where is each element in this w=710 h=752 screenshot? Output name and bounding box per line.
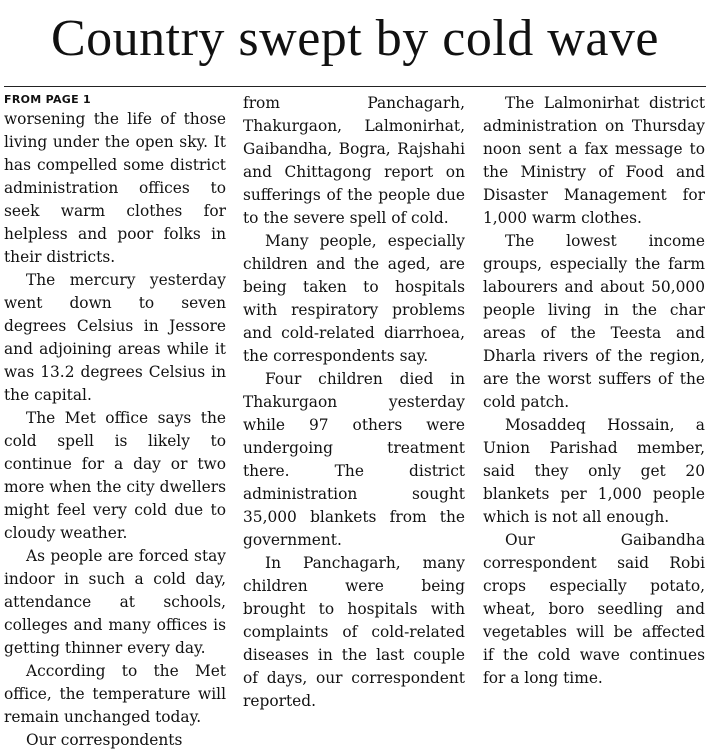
column-2	[243, 92, 465, 713]
paragraph: Our Gaibandha correspondent said Robi crops especially potato, wheat, boro seedling and vegetables will be affected if the cold wave continues for a long time.	[483, 531, 705, 687]
paragraph: from Panchagarh, Thakurgaon, Lalmonirhat, Gaibandha, Bogra, Rajshahi and Chittagong report on sufferings of the people due to the severe spell of cold.	[243, 94, 465, 227]
paragraph: The Met office says the cold spell is likely to continue for a day or two more when the city dwellers might feel very cold due to cloudy weather.	[4, 409, 226, 542]
paragraph: Mosaddeq Hossain, a Union Parishad member, said they only get 20 blankets per 1,000 people which is not all enough.	[483, 416, 705, 526]
paragraph: The mercury yesterday went down to seven degrees Celsius in Jessore and adjoining areas while it was 13.2 degrees Celsius in the capital.	[4, 271, 226, 404]
paragraph: Our correspondents	[26, 731, 183, 749]
paragraph: Many people, especially children and the aged, are being taken to hospitals with respiratory problems and cold-related diarrhoea, the correspondents say.	[243, 232, 465, 365]
paragraph: According to the Met office, the temperature will remain unchanged today.	[4, 662, 226, 726]
paragraph: Four children died in Thakurgaon yesterday while 97 others were undergoing treatment there. The district administration sought 35,000 blankets from the government.	[243, 370, 465, 549]
paragraph: As people are forced stay indoor in such a cold day, attendance at schools, colleges and many offices is getting thinner every day.	[4, 547, 226, 657]
paragraph: The lowest income groups, especially the farm labourers and about 50,000 people living in the char areas of the Teesta and Dharla rivers of the region, are the worst suffers of the cold patch.	[483, 232, 705, 411]
headline: Country swept by cold wave	[50, 10, 659, 67]
headline-rule	[4, 86, 706, 87]
column-3	[483, 92, 705, 690]
paragraph: The Lalmonirhat district administration on Thursday noon sent a fax message to the Ministry of Food and Disaster Management for 1,000 warm clothes.	[483, 94, 705, 227]
paragraph: worsening the life of those living under the open sky. It has compelled some district administration offices to seek warm clothes for helpless and poor folks in their districts.	[4, 110, 226, 266]
paragraph: In Panchagarh, many children were being brought to hospitals with complaints of cold-related diseases in the last couple of days, our correspondent reported.	[243, 554, 465, 710]
jump-label: FROM PAGE 1	[4, 93, 92, 106]
column-1	[4, 92, 226, 752]
